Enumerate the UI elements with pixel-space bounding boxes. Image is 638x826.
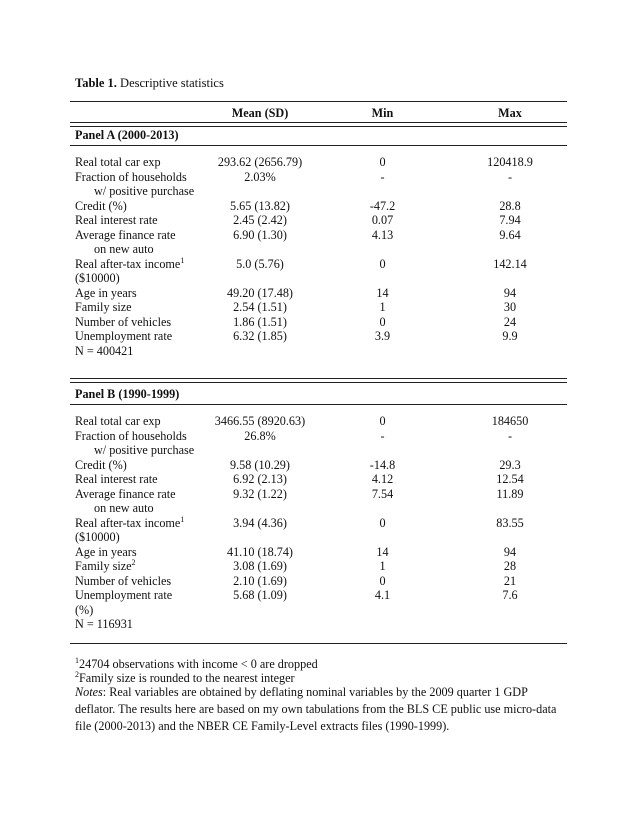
row-label-text: on new auto (94, 501, 154, 515)
bottom-rule (70, 643, 567, 644)
row-label (75, 559, 136, 574)
cell-mean: 2.10 (1.69) (233, 573, 287, 588)
row-label-text: Number of vehicles (75, 314, 172, 329)
row-label-text: on new auto (94, 242, 154, 256)
cell-max: 7.94 (499, 213, 521, 227)
row-label-text: N = 400421 (75, 343, 134, 358)
row-label (75, 617, 133, 632)
cell-mean: 5.68 (1.09) (233, 588, 287, 602)
row-label (75, 300, 132, 315)
row-label (75, 603, 93, 618)
row-label (75, 329, 172, 344)
row-label (75, 228, 176, 243)
header-rule-1 (70, 122, 567, 123)
cell-max: 7.6 (502, 588, 518, 602)
cell-mean: 49.20 (17.48) (226, 285, 293, 300)
row-label (75, 487, 176, 502)
cell-mean: 6.90 (1.30) (233, 227, 287, 242)
table-row (0, 530, 638, 545)
cell-max: 24 (503, 314, 517, 329)
row-label-text: Unemployment rate (75, 329, 173, 343)
cell-mean: 5.65 (13.82) (230, 198, 290, 213)
table-row (0, 559, 638, 574)
row-label-text: Real total car exp (75, 414, 161, 428)
cell-mean: 41.10 (18.74) (226, 544, 293, 559)
column-header-mean: Mean (SD) (231, 106, 289, 120)
table-row (0, 315, 638, 330)
panel-b-rule (70, 404, 567, 405)
cell-min: 1 (379, 559, 386, 573)
row-label-text: ($10000) (75, 530, 120, 544)
row-label (75, 472, 158, 487)
cell-min: 7.54 (371, 486, 394, 501)
column-header-max: Max (498, 106, 522, 120)
cell-max: 9.9 (502, 329, 518, 343)
cell-min: 3.9 (374, 329, 391, 343)
table-row (0, 242, 638, 257)
cell-mean: 1.86 (1.51) (233, 314, 287, 329)
row-label (75, 199, 127, 214)
cell-min: 0 (379, 515, 386, 530)
table-caption-label: Table 1. (75, 76, 117, 90)
row-label (75, 344, 133, 359)
row-label (75, 257, 184, 272)
row-label (75, 530, 120, 545)
cell-mean: 6.32 (1.85) (233, 329, 287, 343)
table-row (0, 184, 638, 199)
cell-min: 14 (376, 544, 389, 559)
top-rule (70, 101, 567, 102)
cell-mean: 2.54 (1.51) (233, 300, 287, 314)
cell-max: 120418.9 (487, 155, 533, 169)
cell-min: -47.2 (369, 198, 396, 213)
cell-mean: 293.62 (2656.79) (217, 155, 303, 169)
row-label-text: Real after-tax income (75, 256, 181, 271)
table-row (0, 458, 638, 473)
cell-max: - (507, 428, 513, 443)
cell-max: 29.3 (499, 457, 521, 472)
row-label (94, 242, 154, 257)
cell-max: 94 (503, 285, 517, 300)
footnote-2-text: Family size is rounded to the nearest integer (79, 671, 295, 685)
table-row (0, 545, 638, 560)
footnote-marker: 1 (180, 255, 185, 265)
row-label (75, 429, 187, 444)
row-label-text: Real interest rate (75, 213, 158, 227)
row-label (75, 315, 171, 330)
footnote-1-number: 1 (75, 655, 79, 665)
row-label (75, 213, 158, 228)
cell-max: 21 (503, 573, 517, 588)
cell-mean: 5.0 (5.76) (236, 256, 284, 271)
panel-a-title: Panel A (2000-2013) (75, 128, 179, 142)
row-label-text: w/ positive purchase (94, 184, 195, 198)
footnote-2-number: 2 (75, 669, 79, 679)
panel-b-top-rule-2 (70, 382, 567, 383)
table-row (0, 472, 638, 487)
cell-max: - (507, 169, 513, 184)
panel-a-rule (70, 145, 567, 146)
cell-mean: 3466.55 (8920.63) (214, 414, 306, 428)
row-label (75, 458, 127, 473)
header-rule-2 (70, 126, 567, 127)
table-row (0, 443, 638, 458)
cell-mean: 9.32 (1.22) (233, 486, 287, 501)
row-label-text: (%) (75, 602, 94, 617)
table-row (0, 329, 638, 344)
cell-min: 0 (379, 573, 386, 588)
cell-min: - (380, 169, 385, 184)
cell-max: 94 (503, 544, 517, 559)
cell-mean: 2.03% (244, 169, 276, 184)
cell-min: 0 (379, 155, 386, 169)
table-row (0, 271, 638, 286)
cell-min: 0.07 (371, 213, 394, 227)
row-label (75, 155, 161, 170)
row-label-text: Real after-tax income (75, 515, 181, 530)
cell-mean: 6.92 (2.13) (233, 472, 287, 486)
cell-max: 12.54 (496, 472, 524, 486)
row-label (75, 414, 161, 429)
cell-min: 0 (379, 414, 386, 428)
cell-max: 11.89 (496, 486, 524, 501)
row-label-text: Real interest rate (75, 472, 158, 486)
cell-min: 0 (379, 314, 386, 329)
table-row (0, 199, 638, 214)
row-label-text: ($10000) (75, 271, 120, 285)
table-row (0, 170, 638, 185)
table-row (0, 414, 638, 429)
table-row (0, 429, 638, 444)
row-label-text: Fraction of households (75, 169, 187, 184)
cell-min: 14 (376, 285, 389, 300)
row-label (75, 574, 171, 589)
table-row (0, 501, 638, 516)
row-label-text: Fraction of households (75, 428, 187, 443)
row-label (75, 545, 137, 560)
cell-max: 30 (503, 300, 517, 314)
table-row (0, 286, 638, 301)
row-label (75, 170, 187, 185)
cell-mean: 26.8% (244, 428, 276, 443)
cell-min: -14.8 (369, 457, 396, 472)
row-label-text: Age in years (75, 285, 137, 300)
cell-min: 0 (379, 256, 386, 271)
table-caption-text: Descriptive statistics (120, 76, 224, 90)
cell-min: - (380, 428, 385, 443)
row-label-text: Number of vehicles (75, 573, 172, 588)
row-label-text: Unemployment rate (75, 588, 173, 602)
row-label-text: w/ positive purchase (94, 443, 195, 457)
table-row (0, 603, 638, 618)
cell-mean: 2.45 (2.42) (233, 213, 287, 227)
table-row (0, 228, 638, 243)
table-row (0, 574, 638, 589)
row-label (75, 286, 137, 301)
footnote-marker: 2 (131, 557, 136, 567)
row-label (94, 443, 194, 458)
row-label-text: Real total car exp (75, 155, 161, 169)
row-label (94, 501, 154, 516)
notes-text: : Real variables are obtained by deflating nominal variables by the 2009 quarter 1 GDP deflator. The results here are based on my own tabulations from the BLS CE public use micro-data file (2000-2013) and the NBER CE Family-Level extracts files (1990-1999). (75, 685, 557, 733)
panel-b-top-rule-1 (70, 378, 567, 379)
table-row (0, 588, 638, 603)
cell-min: 4.1 (374, 588, 391, 602)
table-row (0, 257, 638, 272)
table-caption (75, 76, 224, 91)
table-row (0, 344, 638, 359)
cell-min: 1 (379, 300, 386, 314)
cell-min: 4.13 (371, 227, 394, 242)
row-label-text: Age in years (75, 544, 137, 559)
row-label (94, 184, 194, 199)
cell-max: 28 (503, 559, 517, 573)
cell-max: 28.8 (499, 198, 521, 213)
table-row (0, 213, 638, 228)
row-label (75, 516, 184, 531)
row-label (75, 588, 172, 603)
notes-label: Notes (75, 685, 103, 699)
cell-mean: 3.08 (1.69) (233, 559, 287, 573)
table-notes (75, 684, 570, 735)
cell-min: 4.12 (371, 472, 394, 486)
cell-max: 83.55 (496, 515, 524, 530)
row-label-text: Family size (75, 300, 132, 314)
cell-mean: 9.58 (10.29) (230, 457, 290, 472)
footnote-marker: 1 (180, 514, 185, 524)
cell-max: 142.14 (493, 256, 527, 271)
row-label-text: Credit (%) (75, 198, 127, 213)
footnote-1-text: 24704 observations with income < 0 are dropped (79, 657, 318, 671)
cell-mean: 3.94 (4.36) (233, 515, 287, 530)
table-row (0, 516, 638, 531)
row-label-text: Average finance rate (75, 227, 176, 242)
cell-max: 9.64 (499, 227, 521, 242)
table-row (0, 617, 638, 632)
row-label (75, 271, 120, 286)
column-header-min: Min (371, 106, 394, 120)
panel-b-title: Panel B (1990-1999) (75, 387, 180, 401)
cell-max: 184650 (491, 414, 529, 428)
table-row (0, 300, 638, 315)
table-row (0, 487, 638, 502)
row-label-text: Family size (75, 559, 132, 573)
row-label-text: Credit (%) (75, 457, 127, 472)
row-label-text: N = 116931 (75, 617, 133, 631)
row-label-text: Average finance rate (75, 486, 176, 501)
table-row (0, 155, 638, 170)
